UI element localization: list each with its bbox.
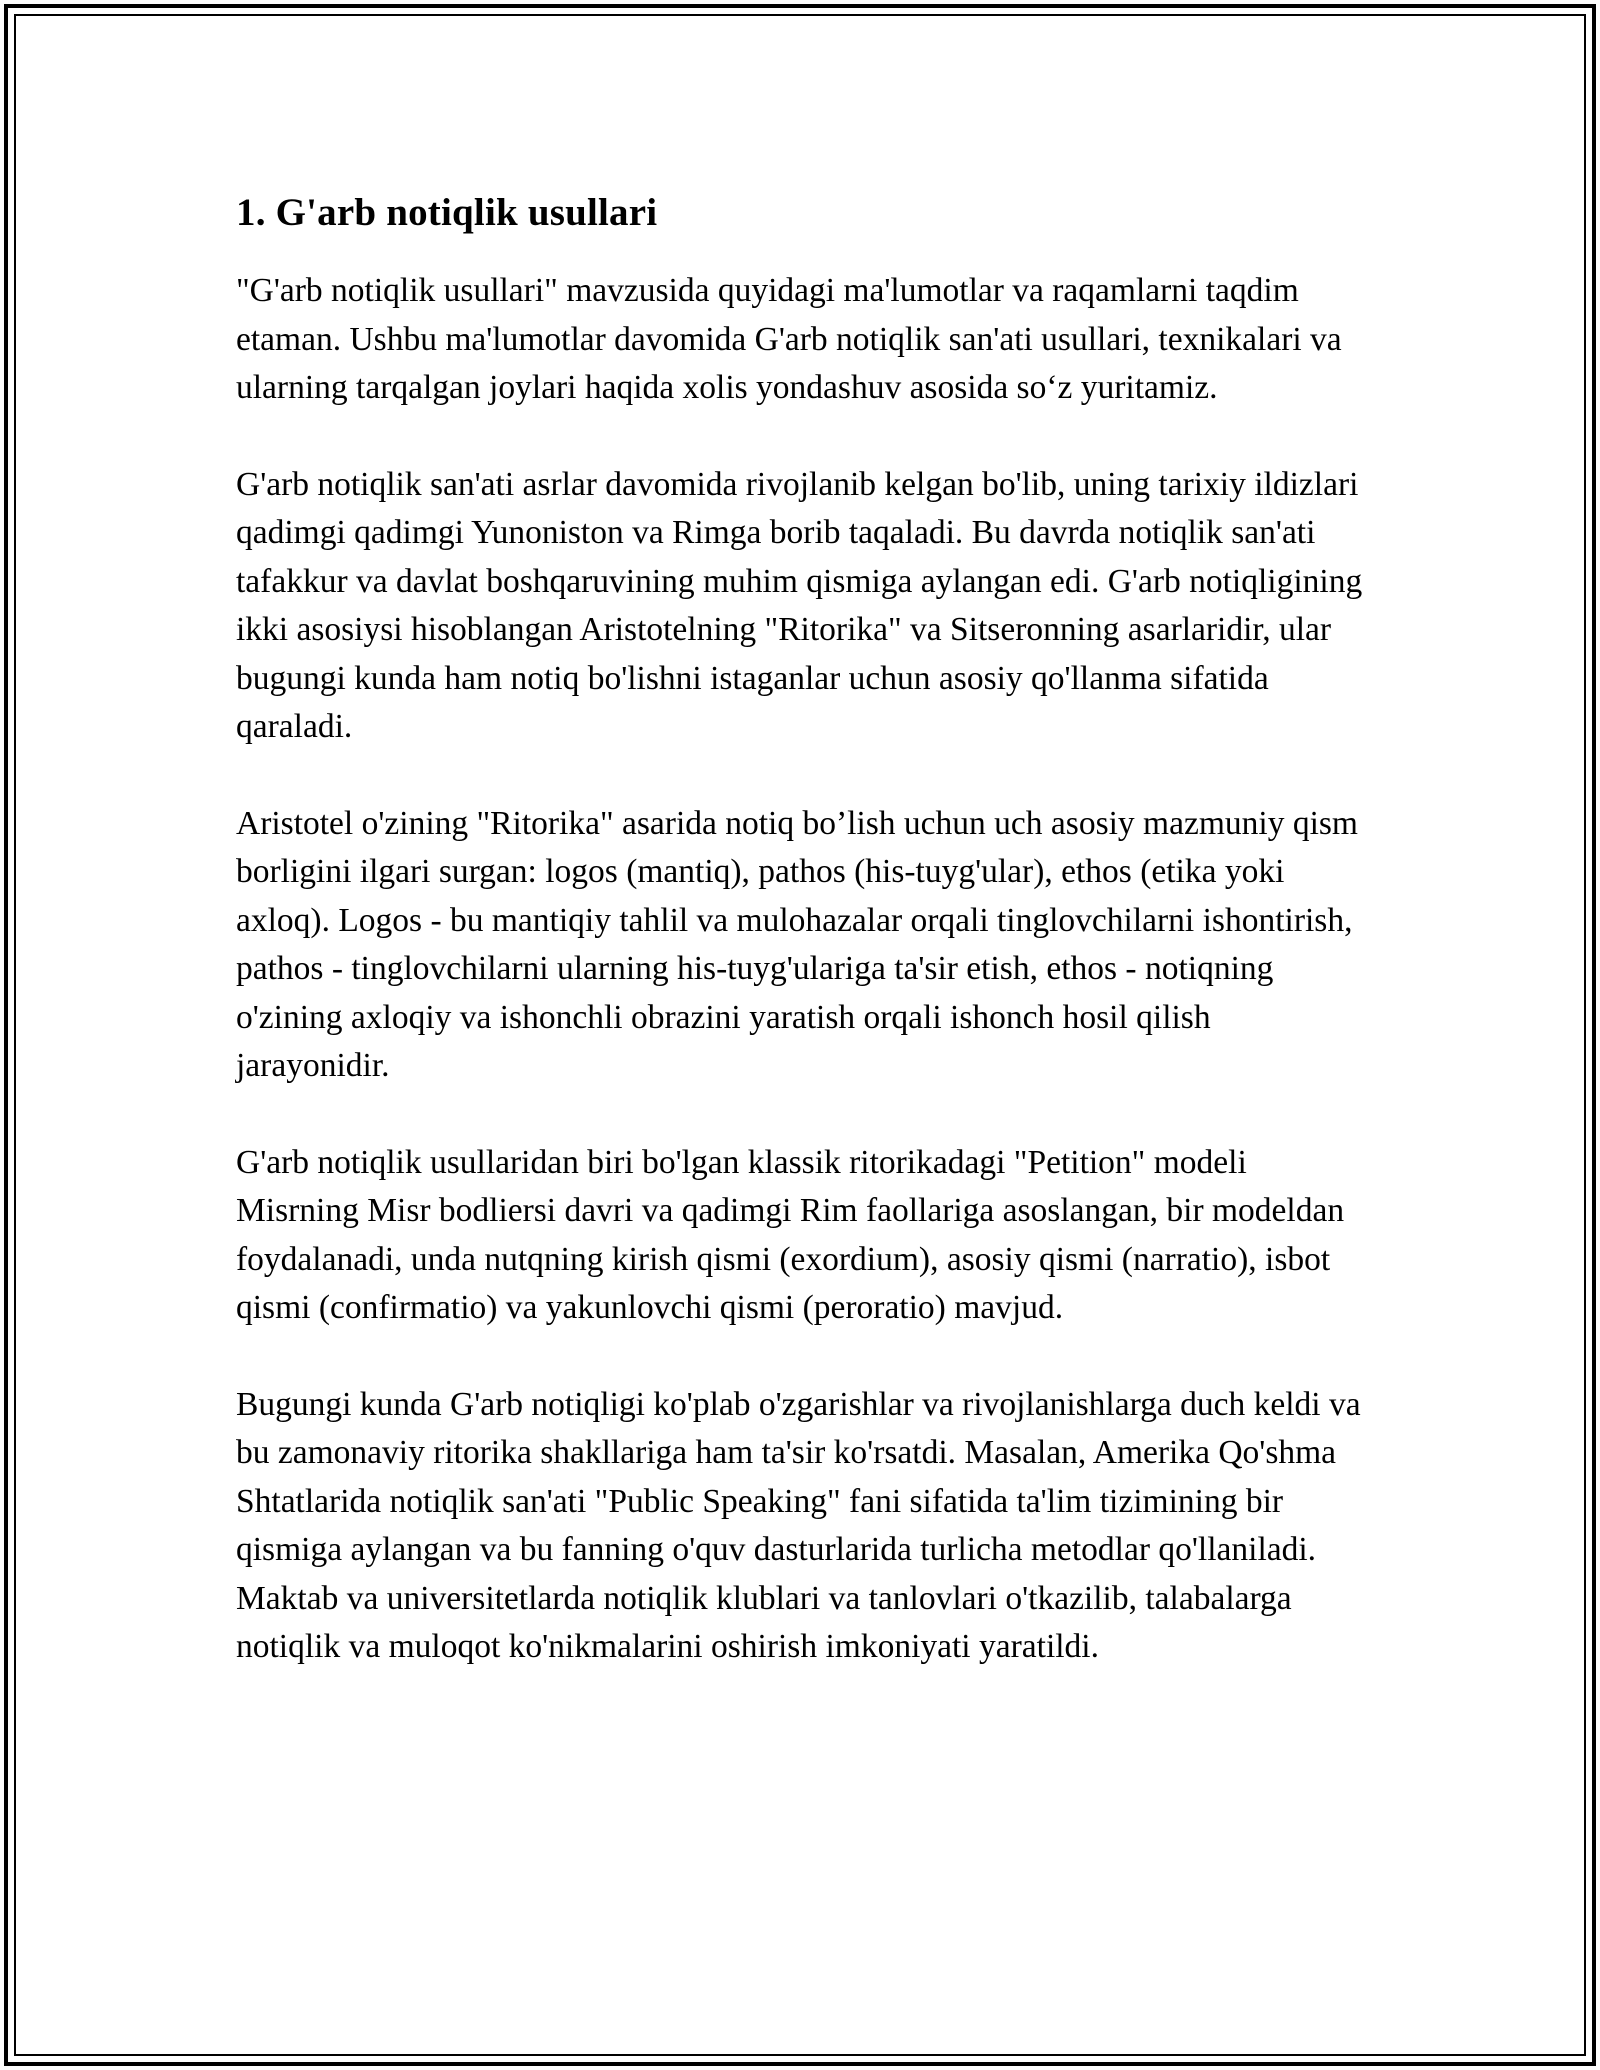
paragraph-aristotle: Aristotel o'zining "Ritorika" asarida notiq bo’lish uchun uch asosiy mazmuniy qism borligini ilgari surgan: logos (mantiq), pathos (his-tuyg'ular), ethos (etika yoki axloq). Logos - bu mantiqiy tahlil va mulohazalar orqali tinglovchilarni ishontirish, pathos - tinglovchilarni ularning his-tuyg'ulariga ta'sir etish, ethos - notiqning o'zining axloqiy va ishonchli obrazini yaratish orqali ishonch hosil qilish jarayonidir. [236,804,1358,1084]
document-heading: 1. G'arb notiqlik usullari [236,191,658,234]
document-body [236,185,1364,1720]
paragraph-history: G'arb notiqlik san'ati asrlar davomida rivojlanib kelgan bo'lib, uning tarixiy ildizlari qadimgi qadimgi Yunoniston va Rimga borib taqaladi. Bu davrda notiqlik san'ati tafakkur va davlat boshqaruvining muhim qismiga aylangan edi. G'arb notiqligining ikki asosiysi hisoblangan Aristotelning "Ritorika" va Sitseronning asarlaridir, ular bugungi kunda ham notiq bo'lishni istaganlar uchun asosiy qo'llanma sifatida qaraladi. [236,465,1363,745]
paragraph-modern: Bugungi kunda G'arb notiqligi ko'plab o'zgarishlar va rivojlanishlarga duch keldi va bu zamonaviy ritorika shakllariga ham ta'sir ko'rsatdi. Masalan, Amerika Qo'shma Shtatlarida notiqlik san'ati "Public Speaking" fani sifatida ta'lim tizimining bir qismiga aylangan va bu fanning o'quv dasturlarida turlicha metodlar qo'llaniladi. Maktab va universitetlarda notiqlik klublari va tanlovlari o'tkazilib, talabalarga notiqlik va muloqot ko'nikmalarini oshirish imkoniyati yaratildi. [236,1385,1361,1665]
paragraph-petition-model: G'arb notiqlik usullaridan biri bo'lgan klassik ritorikadagi "Petition" modeli Misrning Misr bodliersi davri va qadimgi Rim faollariga asoslangan, bir modeldan foydalanadi, unda nutqning kirish qismi (exordium), asosiy qismi (narratio), isbot qismi (confirmatio) va yakunlovchi qismi (peroratio) mavjud. [236,1143,1345,1326]
paragraph-intro: "G'arb notiqlik usullari" mavzusida quyidagi ma'lumotlar va raqamlarni taqdim etaman. Ushbu ma'lumotlar davomida G'arb notiqlik san'ati usullari, texnikalari va ularning tarqalgan joylari haqida xolis yondashuv asosida so‘z yuritamiz. [236,272,1342,406]
